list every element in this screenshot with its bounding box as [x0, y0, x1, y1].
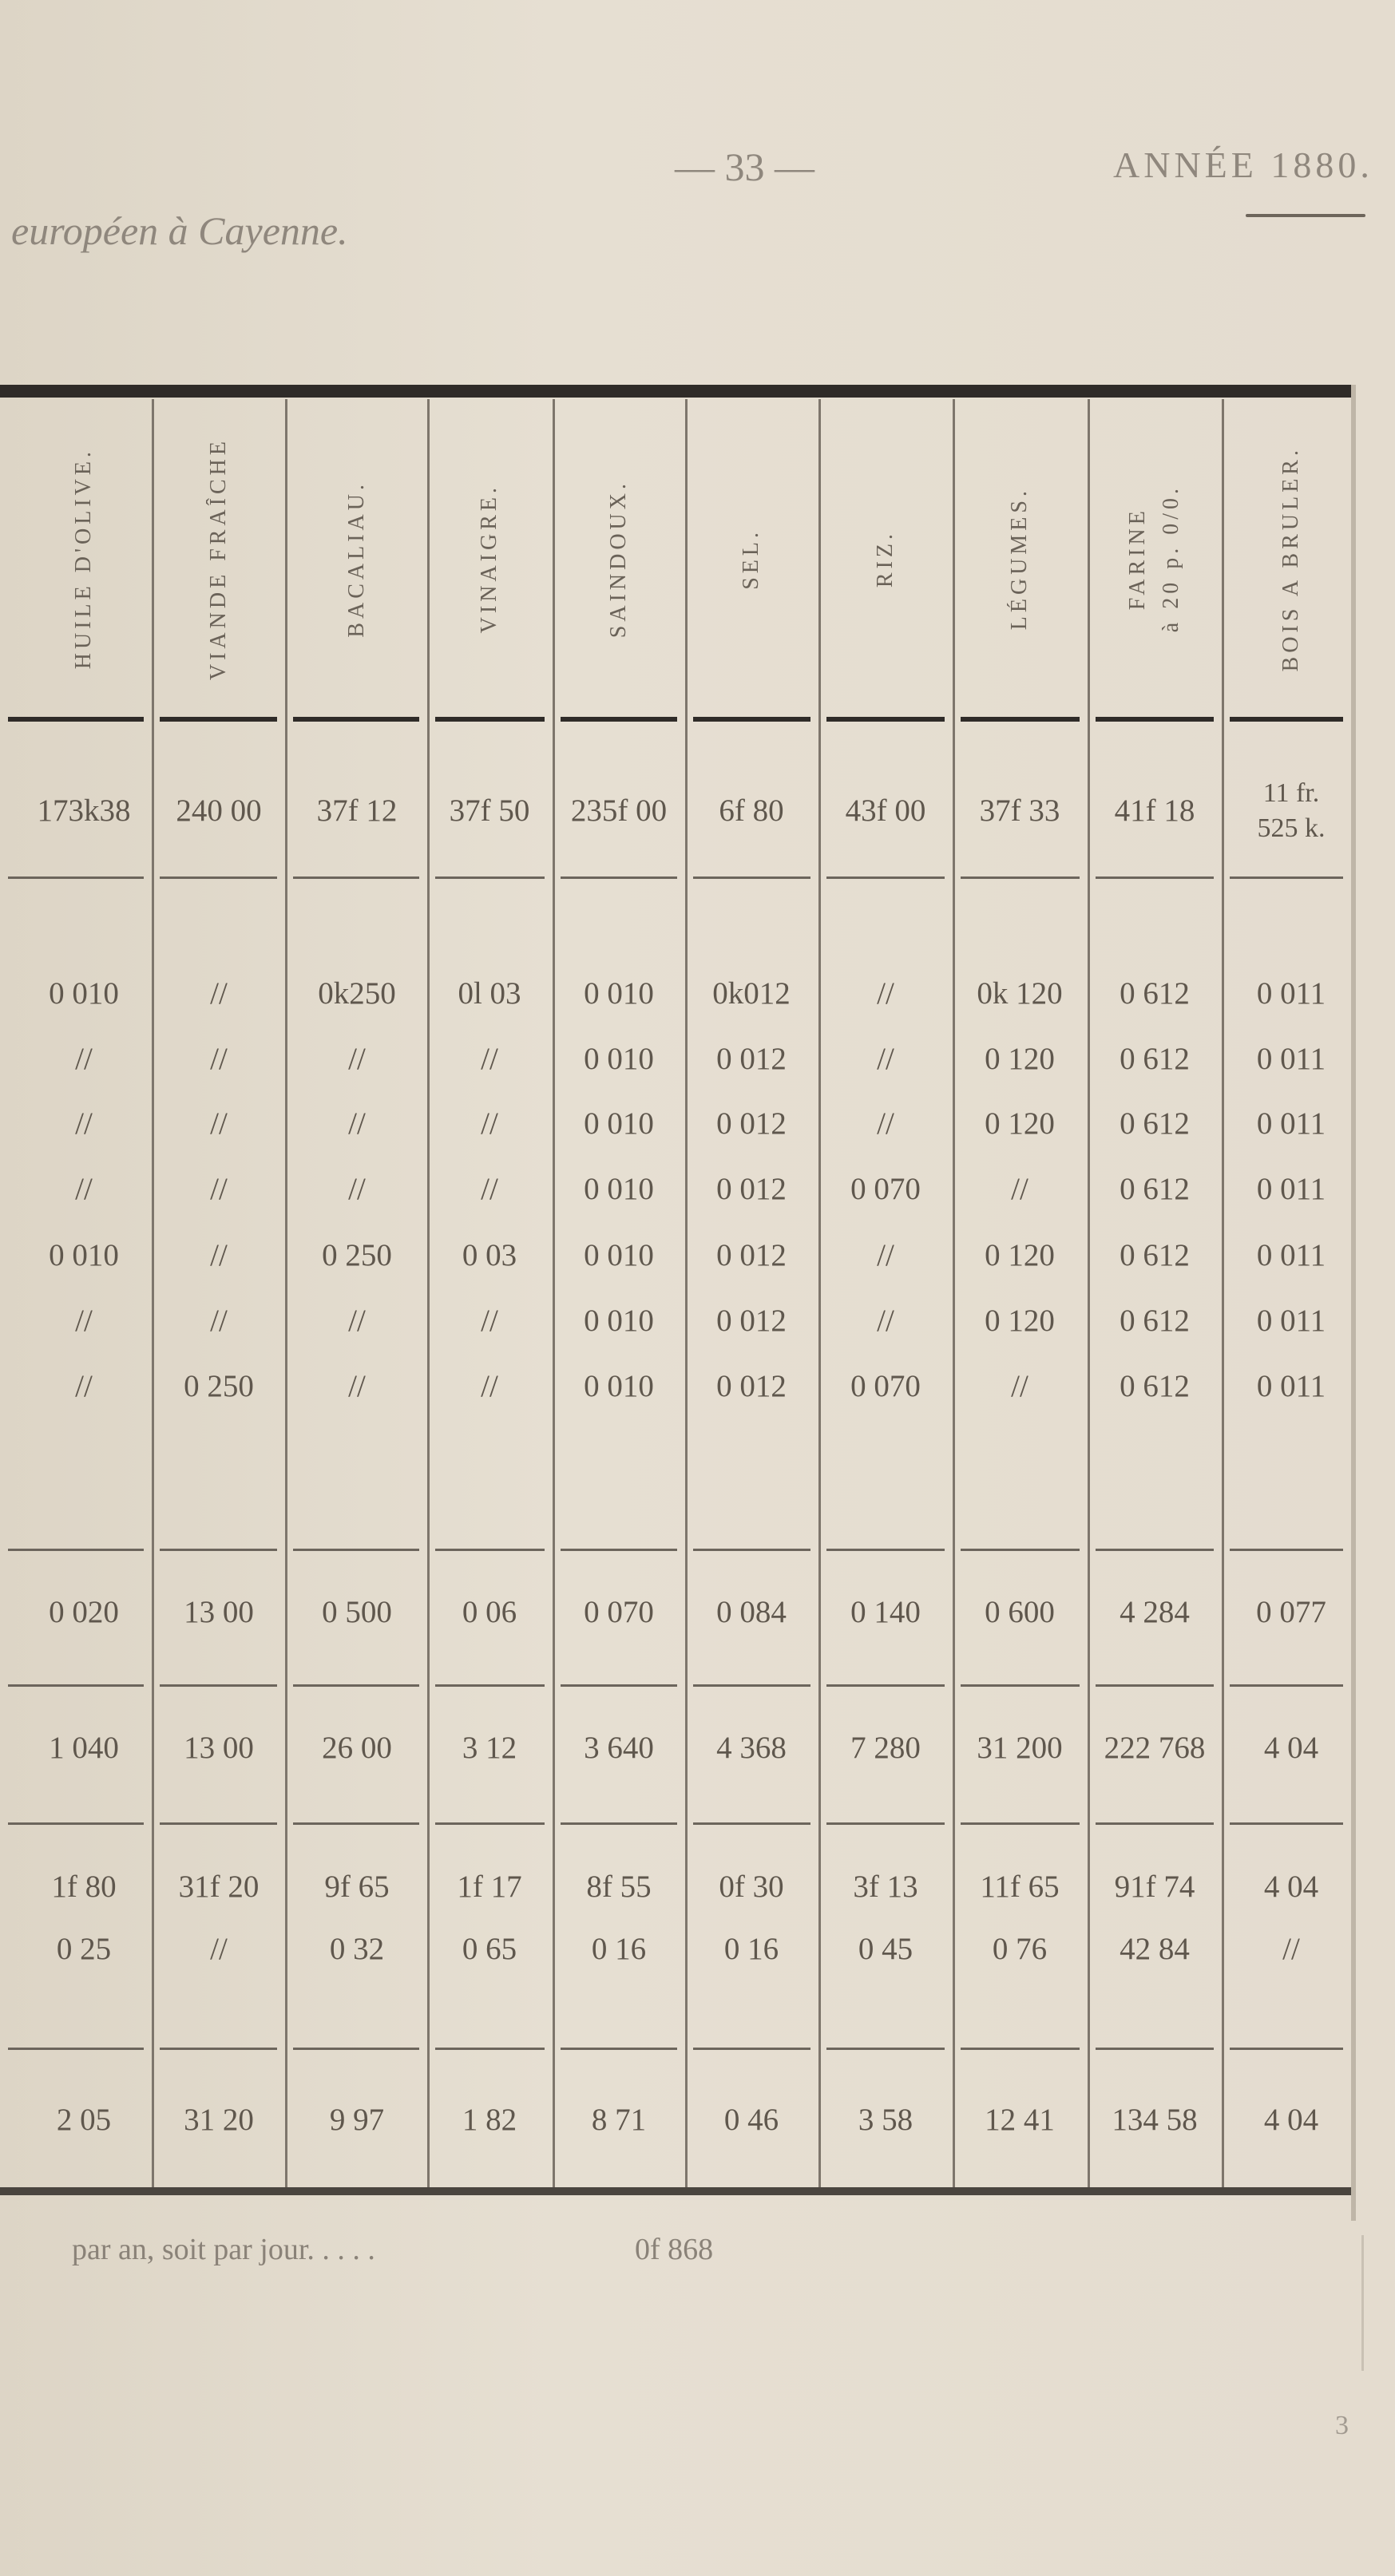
column-header-label: RIZ.: [873, 529, 898, 588]
column-header-label: BACALIAU.: [344, 480, 369, 638]
column-divider: [1088, 399, 1090, 2187]
footer-value: 0f 868: [635, 2233, 714, 2266]
annual-total-cell: 1 040: [49, 1731, 119, 1765]
section-rule: [293, 1822, 419, 1825]
daily-quantity-cell: //: [210, 1238, 228, 1272]
section-rule: [160, 2048, 277, 2050]
weekly-total-cell: 0 140: [850, 1595, 921, 1629]
section-rule: [961, 876, 1080, 879]
daily-quantity-cell: 0 012: [716, 1238, 787, 1272]
grand-total-cell: 1 82: [462, 2103, 517, 2137]
decorative-rule: [1246, 214, 1365, 217]
section-rule: [8, 2048, 144, 2050]
header-rule: [961, 717, 1080, 722]
column-header: [964, 407, 1076, 710]
daily-quantity-cell: 0 250: [322, 1238, 392, 1272]
section-rule: [160, 1684, 277, 1687]
price-cell: 6f 80: [719, 793, 784, 828]
daily-quantity-cell: 0 012: [716, 1172, 787, 1206]
daily-quantity-cell: //: [75, 1304, 93, 1338]
daily-quantity-cell: 0 010: [584, 1172, 654, 1206]
annual-total-cell: 31 200: [977, 1731, 1063, 1765]
daily-quantity-cell: 0 010: [584, 1106, 654, 1141]
daily-quantity-cell: 0 010: [584, 1304, 654, 1338]
section-rule: [8, 876, 144, 879]
annual-total-cell: 222 768: [1104, 1731, 1206, 1765]
daily-quantity-cell: //: [481, 1106, 498, 1141]
section-rule: [293, 1549, 419, 1551]
cost-cell: 1f 80: [51, 1870, 117, 1904]
section-rule: [8, 1549, 144, 1551]
daily-quantity-cell: 0 011: [1256, 1042, 1326, 1076]
section-rule: [826, 1822, 945, 1825]
daily-quantity-cell: //: [210, 1042, 228, 1076]
section-rule: [293, 876, 419, 879]
daily-quantity-cell: 0 011: [1256, 1369, 1326, 1403]
section-rule: [826, 1549, 945, 1551]
daily-quantity-cell: 0k250: [318, 976, 396, 1011]
section-rule: [693, 2048, 810, 2050]
cost-cell: //: [210, 1932, 228, 1966]
header-rule: [693, 717, 810, 722]
annual-total-cell: 26 00: [322, 1731, 392, 1765]
daily-quantity-cell: //: [877, 1238, 894, 1272]
column-divider: [685, 399, 688, 2187]
column-header: [163, 407, 275, 710]
daily-quantity-cell: //: [1011, 1172, 1028, 1206]
weekly-total-cell: 13 00: [184, 1595, 254, 1629]
daily-quantity-cell: //: [75, 1369, 93, 1403]
cost-cell: 0 16: [723, 1932, 779, 1966]
cost-cell: 4 04: [1263, 1870, 1319, 1904]
weekly-total-cell: 0 020: [49, 1595, 119, 1629]
daily-quantity-cell: 0 120: [985, 1042, 1055, 1076]
section-rule: [1230, 1549, 1343, 1551]
column-header-label: SAINDOUX.: [606, 479, 631, 639]
section-rule: [826, 876, 945, 879]
column-header: [1099, 407, 1211, 710]
weekly-total-cell: 0 084: [716, 1595, 787, 1629]
header-rule: [8, 717, 144, 722]
weekly-total-cell: 0 500: [322, 1595, 392, 1629]
daily-quantity-cell: 0 012: [716, 1304, 787, 1338]
price-cell: 43f 00: [845, 793, 926, 828]
daily-quantity-cell: 0k 120: [977, 976, 1063, 1011]
section-rule: [1230, 2048, 1343, 2050]
daily-quantity-cell: 0 010: [49, 976, 119, 1011]
cost-cell: 0 65: [462, 1932, 517, 1966]
section-rule: [961, 1549, 1080, 1551]
section-rule: [435, 1822, 545, 1825]
cost-cell: 42 84: [1120, 1932, 1190, 1966]
daily-quantity-cell: 0 612: [1120, 1238, 1190, 1272]
daily-quantity-cell: //: [210, 1304, 228, 1338]
column-header: [28, 407, 140, 710]
page-year: ANNÉE 1880.: [1113, 144, 1373, 185]
daily-quantity-cell: 0 011: [1256, 1172, 1326, 1206]
column-header-label: VINAIGRE.: [477, 484, 501, 634]
daily-quantity-cell: 0 010: [584, 1369, 654, 1403]
daily-quantity-cell: 0 612: [1120, 1042, 1190, 1076]
grand-total-cell: 8 71: [591, 2103, 647, 2137]
cost-cell: 31f 20: [178, 1870, 260, 1904]
grand-total-cell: 4 04: [1263, 2103, 1319, 2137]
column-header: [563, 407, 675, 710]
cost-cell: 0f 30: [719, 1870, 784, 1904]
grand-total-cell: 3 58: [858, 2103, 913, 2137]
column-divider: [427, 399, 430, 2187]
grand-total-cell: 2 05: [56, 2103, 112, 2137]
daily-quantity-cell: //: [210, 1106, 228, 1141]
cost-cell: 9f 65: [324, 1870, 390, 1904]
daily-quantity-cell: //: [210, 1172, 228, 1206]
cost-cell: 0 32: [329, 1932, 385, 1966]
section-rule: [160, 1822, 277, 1825]
section-rule: [961, 1684, 1080, 1687]
price-cell: 37f 50: [449, 793, 530, 828]
daily-quantity-cell: //: [348, 1106, 366, 1141]
section-rule: [1230, 1684, 1343, 1687]
weekly-total-cell: 0 06: [462, 1595, 517, 1629]
section-rule: [1096, 1684, 1214, 1687]
daily-quantity-cell: //: [75, 1172, 93, 1206]
daily-quantity-cell: 0 612: [1120, 1304, 1190, 1338]
daily-quantity-cell: 0 012: [716, 1369, 787, 1403]
column-header: [696, 407, 807, 710]
daily-quantity-cell: //: [348, 1172, 366, 1206]
daily-quantity-cell: 0k012: [712, 976, 791, 1011]
price-cell: 11 fr. 525 k.: [1257, 778, 1326, 843]
annual-total-cell: 3 640: [584, 1731, 654, 1765]
weekly-total-cell: 0 070: [584, 1595, 654, 1629]
section-rule: [435, 1549, 545, 1551]
annual-total-cell: 3 12: [462, 1731, 517, 1765]
section-rule: [8, 1822, 144, 1825]
cost-cell: 0 16: [591, 1932, 647, 1966]
section-rule: [826, 2048, 945, 2050]
daily-quantity-cell: 0 011: [1256, 976, 1326, 1011]
column-header-label: VIANDE FRAÎCHE: [206, 437, 231, 681]
header-rule: [435, 717, 545, 722]
cost-cell: 0 76: [992, 1932, 1048, 1966]
grand-total-cell: 31 20: [184, 2103, 254, 2137]
daily-quantity-cell: 0 010: [584, 1042, 654, 1076]
price-cell: 37f 33: [979, 793, 1060, 828]
daily-quantity-cell: //: [348, 1042, 366, 1076]
daily-quantity-cell: //: [348, 1304, 366, 1338]
weekly-total-cell: 0 600: [985, 1595, 1055, 1629]
header-rule: [160, 717, 277, 722]
daily-quantity-cell: 0 612: [1120, 1106, 1190, 1141]
section-rule: [561, 1684, 677, 1687]
column-header: [434, 407, 545, 710]
daily-quantity-cell: //: [877, 976, 894, 1011]
weekly-total-cell: 4 284: [1120, 1595, 1190, 1629]
header-rule: [1230, 717, 1343, 722]
daily-quantity-cell: 0 120: [985, 1304, 1055, 1338]
section-rule: [160, 876, 277, 879]
price-cell: 41f 18: [1114, 793, 1195, 828]
annual-total-cell: 13 00: [184, 1731, 254, 1765]
cost-cell: 91f 74: [1114, 1870, 1195, 1904]
daily-quantity-cell: //: [877, 1304, 894, 1338]
section-rule: [561, 1822, 677, 1825]
page-subtitle: européen à Cayenne.: [11, 208, 348, 253]
grand-total-cell: 9 97: [329, 2103, 385, 2137]
daily-quantity-cell: //: [481, 1369, 498, 1403]
corner-mark: 3: [1335, 2411, 1349, 2440]
column-header: [1235, 407, 1347, 710]
daily-quantity-cell: 0 120: [985, 1238, 1055, 1272]
column-header: [830, 407, 941, 710]
column-header-label: FARINE à 20 p. 0/0.: [1125, 485, 1183, 633]
daily-quantity-cell: 0 010: [584, 1238, 654, 1272]
cost-cell: 11f 65: [980, 1870, 1060, 1904]
section-rule: [435, 2048, 545, 2050]
column-divider: [152, 399, 154, 2187]
column-divider: [553, 399, 555, 2187]
section-rule: [1096, 1822, 1214, 1825]
daily-quantity-cell: 0 010: [584, 976, 654, 1011]
annual-total-cell: 4 368: [716, 1731, 787, 1765]
footer-text: par an, soit par jour. . . . .: [72, 2233, 375, 2266]
section-rule: [435, 1684, 545, 1687]
daily-quantity-cell: 0 070: [850, 1172, 921, 1206]
daily-quantity-cell: 0 070: [850, 1369, 921, 1403]
daily-quantity-cell: 0 011: [1256, 1106, 1326, 1141]
price-cell: 235f 00: [570, 793, 668, 828]
section-rule: [961, 2048, 1080, 2050]
section-rule: [826, 1684, 945, 1687]
header-rule: [561, 717, 677, 722]
column-divider: [1222, 399, 1224, 2187]
daily-quantity-cell: 0l 03: [458, 976, 521, 1011]
daily-quantity-cell: 0 012: [716, 1042, 787, 1076]
header-rule: [826, 717, 945, 722]
daily-quantity-cell: 0 250: [184, 1369, 254, 1403]
price-cell: 173k38: [37, 793, 131, 828]
daily-quantity-cell: //: [1011, 1369, 1028, 1403]
header-rule: [1096, 717, 1214, 722]
section-rule: [293, 2048, 419, 2050]
daily-quantity-cell: //: [481, 1172, 498, 1206]
section-rule: [561, 1549, 677, 1551]
daily-quantity-cell: 0 612: [1120, 1369, 1190, 1403]
column-divider: [953, 399, 955, 2187]
cost-cell: 3f 13: [853, 1870, 918, 1904]
daily-quantity-cell: //: [348, 1369, 366, 1403]
cost-cell: //: [1282, 1932, 1300, 1966]
daily-quantity-cell: //: [210, 976, 228, 1011]
annual-total-cell: 4 04: [1263, 1731, 1319, 1765]
column-header-label: BOIS A BRULER.: [1278, 445, 1303, 672]
section-rule: [693, 1549, 810, 1551]
cost-cell: 0 45: [858, 1932, 913, 1966]
column-divider: [285, 399, 287, 2187]
daily-quantity-cell: 0 03: [462, 1238, 517, 1272]
table-bottom-border: [0, 2187, 1351, 2195]
grand-total-cell: 12 41: [985, 2103, 1055, 2137]
section-rule: [693, 876, 810, 879]
price-cell: 37f 12: [316, 793, 398, 828]
section-rule: [1096, 876, 1214, 879]
section-rule: [561, 876, 677, 879]
page-number: — 33 —: [675, 144, 814, 189]
section-rule: [693, 1822, 810, 1825]
column-header-label: SEL.: [739, 528, 763, 590]
section-rule: [961, 1822, 1080, 1825]
column-header-label: LÉGUMES.: [1007, 487, 1032, 631]
daily-quantity-cell: //: [481, 1304, 498, 1338]
price-cell: 240 00: [176, 793, 262, 828]
table-top-border: [0, 385, 1353, 398]
daily-quantity-cell: //: [481, 1042, 498, 1076]
daily-quantity-cell: //: [75, 1042, 93, 1076]
column-divider: [818, 399, 821, 2187]
section-rule: [160, 1549, 277, 1551]
cost-cell: 0 25: [56, 1932, 112, 1966]
daily-quantity-cell: //: [877, 1106, 894, 1141]
daily-quantity-cell: 0 120: [985, 1106, 1055, 1141]
daily-quantity-cell: 0 612: [1120, 976, 1190, 1011]
daily-quantity-cell: 0 012: [716, 1106, 787, 1141]
section-rule: [293, 1684, 419, 1687]
column-header-label: HUILE D'OLIVE.: [71, 448, 96, 670]
section-rule: [1230, 876, 1343, 879]
weekly-total-cell: 0 077: [1256, 1595, 1326, 1629]
section-rule: [8, 1684, 144, 1687]
section-rule: [1230, 1822, 1343, 1825]
section-rule: [693, 1684, 810, 1687]
daily-quantity-cell: 0 010: [49, 1238, 119, 1272]
section-rule: [1096, 1549, 1214, 1551]
grand-total-cell: 134 58: [1112, 2103, 1198, 2137]
grand-total-cell: 0 46: [723, 2103, 779, 2137]
section-rule: [561, 2048, 677, 2050]
daily-quantity-cell: //: [75, 1106, 93, 1141]
section-rule: [435, 876, 545, 879]
daily-quantity-cell: //: [877, 1042, 894, 1076]
cost-cell: 1f 17: [457, 1870, 522, 1904]
header-rule: [293, 717, 419, 722]
annual-total-cell: 7 280: [850, 1731, 921, 1765]
daily-quantity-cell: 0 011: [1256, 1304, 1326, 1338]
section-rule: [1096, 2048, 1214, 2050]
column-header: [301, 407, 413, 710]
cost-cell: 8f 55: [586, 1870, 652, 1904]
daily-quantity-cell: 0 011: [1256, 1238, 1326, 1272]
daily-quantity-cell: 0 612: [1120, 1172, 1190, 1206]
page-edge-mark: [1361, 2235, 1364, 2371]
